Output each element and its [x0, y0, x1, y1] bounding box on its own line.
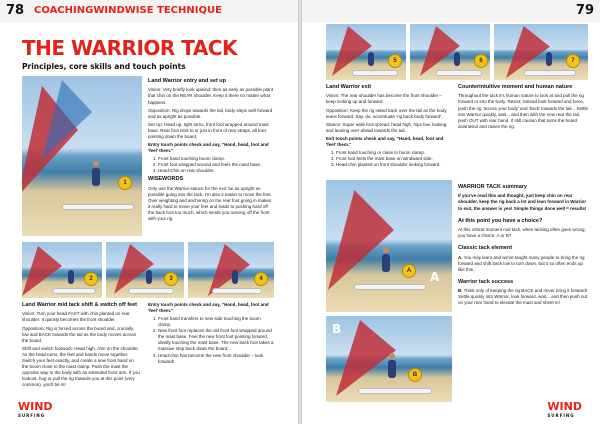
- list-item: 3. Head-chin planted on front shoulder looking forward.: [336, 162, 452, 168]
- logo-main: WIND: [18, 400, 53, 413]
- page-number: 79: [575, 3, 594, 18]
- logo-main: WIND: [547, 400, 582, 413]
- option-a-label: A: [430, 270, 440, 284]
- counter-text: [458, 84, 588, 132]
- photo-exit-3: [494, 24, 588, 80]
- section-label-technique: WINDWISE TECHNIQUE: [93, 5, 222, 16]
- photo-midtack-1: [22, 242, 102, 298]
- exit-heading: Land Warrior exit: [326, 84, 372, 90]
- list-item: 3. Head-Chin on rear shoulder.: [158, 168, 274, 174]
- page-header: [302, 0, 600, 22]
- touch-point-marker: A: [402, 264, 416, 278]
- list-item: 3. Head-chin has become the new front shoulder – look forward!: [158, 353, 274, 365]
- list-item: 1. Front hand touching or close to boom clamp.: [336, 150, 452, 156]
- list-item: 1. Front hand transfers to new side touching the boom clamp.: [158, 316, 274, 328]
- photo-option-a: [326, 180, 452, 312]
- touch-point-marker: 4: [254, 272, 268, 286]
- exit-text: [326, 84, 452, 170]
- exit-vision: Vision: The rear shoulder has become the front shoulder – keep looking up and forward.: [326, 93, 442, 105]
- touch-point-marker: 2: [84, 272, 98, 286]
- summary-heading: WARRIOR TACK summary: [458, 184, 527, 190]
- photo-warrior-entry: [22, 76, 142, 236]
- entry-setup: Set Up: Head up, tight torso, front foot wrapped around mast base. Rear foot next to or just in front of rear straps, all toes pointing down the board.: [148, 121, 269, 139]
- midtack-text: [22, 302, 140, 390]
- exit-opposition: Opposition: Keep the rig raked back over the tail as the body leans forward. Say, do, accentuate 'rig back-body forward'.: [326, 107, 447, 119]
- magazine-logo: [547, 400, 582, 418]
- touch-point-marker: 5: [388, 54, 402, 68]
- wisewords-text: Only use the Warrior stance for the exit; be as upright as possible going into the tack, I'm also it easier to move the feet. Over weighting and anchoring on the rear foot going in makes it really hard to move your feet and leads to pushing hard off the back foot too much, which sends you running off the front with your rig.: [148, 185, 272, 221]
- midtack-touch-text: [148, 302, 274, 367]
- list-item: 2. Front foot wrapped around and feels the mast base.: [158, 162, 274, 168]
- midtack-heading: Land Warrior mid tack shift & switch off feet: [22, 302, 138, 308]
- exit-touch-intro: Exit touch points check and say, "Hand, head, foot and 'feel' them.": [326, 135, 444, 147]
- photo-midtack-3: [188, 242, 274, 298]
- entry-opposition: Opposition: Rig drops towards the tail, body steps well forward and as upright as possible.: [148, 107, 273, 119]
- section-label: [34, 5, 222, 16]
- entry-touch-intro: Entry touch points check and say, "Hand, head, foot and 'feel' them.": [148, 141, 269, 153]
- touch-point-marker: 7: [566, 54, 580, 68]
- entry-touch-list: [148, 156, 274, 174]
- summary-text: [458, 184, 588, 308]
- article-subtitle: Principles, core skills and touch points: [22, 62, 186, 71]
- photo-exit-2: [410, 24, 490, 80]
- classic-heading: Classic tack element: [458, 245, 513, 252]
- photo-option-b: [326, 316, 452, 402]
- midtack-touch-list: [148, 316, 274, 365]
- photo-exit-1: [326, 24, 406, 80]
- option-b-label: B: [332, 322, 342, 336]
- exit-stance: Stance: Super wide foot spread, head high, hips low, looking and leaning over ahead towards the tail.: [326, 121, 447, 133]
- list-item: 2. Front foot feels the mast base on windward side.: [336, 156, 452, 162]
- touch-point-marker: 1: [118, 176, 132, 190]
- exit-touch-list: [326, 150, 452, 168]
- entry-heading: Land Warrior entry and set up: [148, 78, 227, 84]
- left-page: [0, 0, 298, 424]
- logo-sub: SURFING: [18, 413, 46, 418]
- article-title: THE WARRIOR TACK: [22, 36, 237, 60]
- section-label-coaching: COACHING: [34, 5, 94, 16]
- wisewords-heading: WISEWORDS: [148, 176, 184, 183]
- success-heading: Warrior tack success: [458, 278, 514, 285]
- page-number: 78: [6, 3, 25, 18]
- midtack-shift: Shift and switch footwork: Head high, chin on the shoulder. As the head turns, the feet and hands move together. Switch your feet exactly, and create a new front hand on the boom close to the mast clamp. Push the mast the opposite way to the body with an extended front arm. If you lookout, hug or pull the rig towards you at this point (very common), you'll be in!: [22, 345, 140, 388]
- right-page: [302, 0, 600, 424]
- entry-vision: Vision: Very briefly look upwind; then as early as possible plant that chin on the REAR shoulder. Keep it there no matter what happens.: [148, 87, 273, 105]
- magazine-logo: [18, 400, 53, 418]
- success-item: Think only of keeping the rig BACK and never bring it forward! Settle quickly into Warrior, look forward, wait... and then push out on your rear hand to elevate the mast and sheet in!: [458, 288, 588, 306]
- choice-body: At this critical moment mid tack, when tacking often goes wrong, you have a choice: A or B?: [458, 227, 586, 239]
- counter-body: Throughout the tack it's human nature to look at and pull the rig forward or into the body. Resist; instead look forward and force, push the rig 'across your body' and 'back' towards the tail... Settle into Warrior quickly, wait... and then with the new rear the tail, push OUT with rear hand. If still caution that turns the board downwind and raises the rig.: [458, 93, 589, 129]
- logo-sub: SURFING: [547, 413, 575, 418]
- midtack-touch-intro: Entry touch points check and say, "Hand, head, foot and 'feel' them.": [148, 302, 269, 314]
- entry-text: [148, 78, 274, 224]
- counter-heading: Counterintuitive moment and human nature: [458, 84, 573, 90]
- touch-point-marker: 6: [474, 54, 488, 68]
- summary-body: If you've read this and thought, just keep chin on rear shoulder, keep the rig back a lot and lean forward in Warrior to exit, the answer is yes! Simple things done well = results!: [458, 193, 587, 211]
- success-body: B. Think only of keeping the rig BACK and never bring it forward! Settle quickly into Warrior, look forward, wait... and then push out on your rear hand to elevate the mast and sheet in!: [458, 288, 588, 306]
- midtack-vision: Vision: Turn your head FAST with chin planted on rear shoulder. It quickly becomes the front shoulder.: [22, 311, 130, 323]
- classic-item: You may learn and we've taught many people to bring the rig forward and shift back low to turn down, but it so often ends up like this.: [458, 254, 585, 272]
- list-item: 1. Front hand touching boom clamp.: [158, 156, 274, 162]
- choice-heading: At this point you have a choice?: [458, 217, 543, 224]
- list-item: 2. New front foot replaces the old front foot wrapped around the mast base. Feel the new front foot pointing forward, ideally touching the mast base. The new back foot takes a massive step back down the board.: [158, 328, 274, 352]
- touch-point-marker: B: [408, 368, 422, 382]
- touch-point-marker: 3: [164, 272, 178, 286]
- midtack-opposition: Opposition: Rig is forced across the board and, crucially, low and BACK towards the tail as the body moves across the board.: [22, 325, 137, 343]
- classic-body: A. You may learn and we've taught many people to bring the rig forward and shift back low to turn down, but it so often ends up like this.: [458, 254, 585, 272]
- page-header: [0, 0, 298, 22]
- photo-midtack-2: [106, 242, 184, 298]
